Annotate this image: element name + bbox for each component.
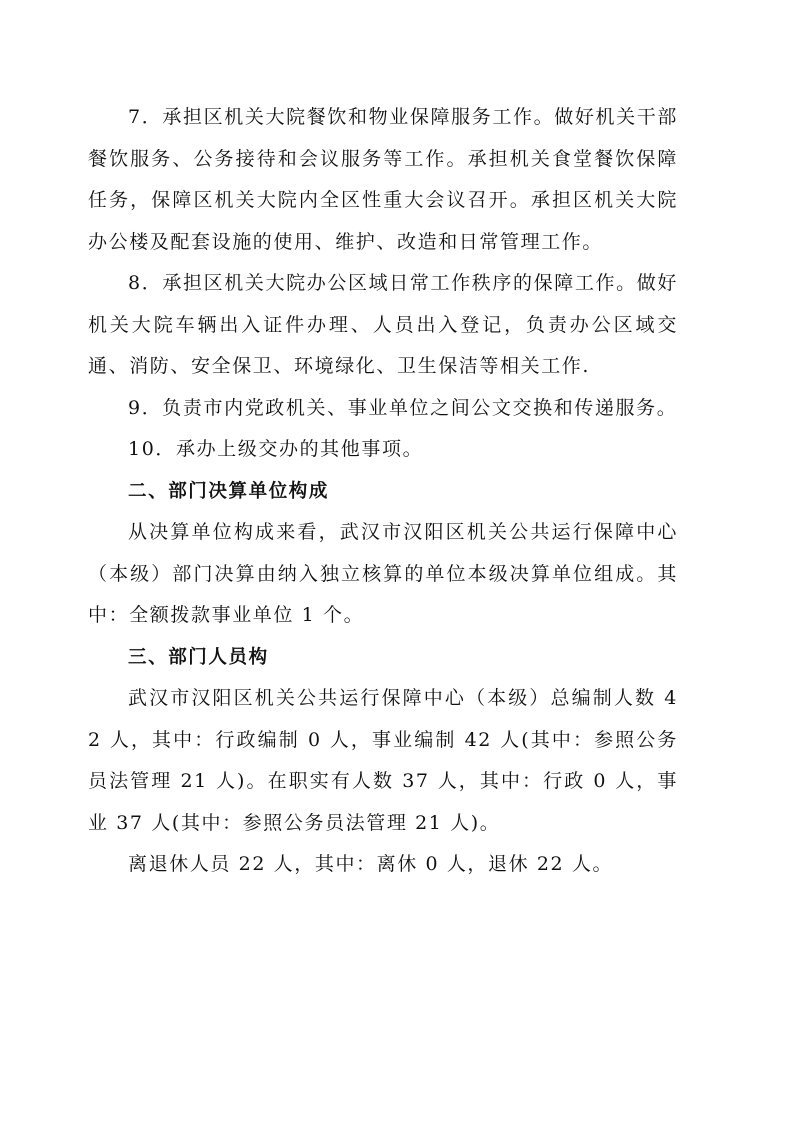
- paragraph-item-9: 9．负责市内党政机关、事业单位之间公文交换和传递服务。: [128, 396, 678, 419]
- paragraph-item-8: 8．承担区机关大院办公区域日常工作秩序的保障工作。做好机关大院车辆出入证件办理、人员出入登记，负责办公区域交通、消防、安全保卫、环境绿化、卫生保洁等相关工作.: [88, 272, 678, 377]
- paragraph-staff-counts: 武汉市汉阳区机关公共运行保障中心（本级）总编制人数 42 人，其中：行政编制 0 人，事业编制 42 人(其中：参照公务员法管理 21 人)。在职实有人数 37 人，其中：行政 0 人，事业 37 人(其中：参照公务员法管理 21 人)。: [88, 687, 678, 834]
- paragraph-unit-composition: 从决算单位构成来看，武汉市汉阳区机关公共运行保障中心（本级）部门决算由纳入独立核算的单位本级决算单位组成。其中：全额拨款事业单位 1 个。: [88, 521, 678, 626]
- paragraph-item-7: 7．承担区机关大院餐饮和物业保障服务工作。做好机关干部餐饮服务、公务接待和会议服务等工作。承担机关食堂餐饮保障任务，保障区机关大院内全区性重大会议召开。承担区机关大院办公楼及配套设施的使用、维护、改造和日常管理工作。: [88, 106, 678, 253]
- section-heading-staff-composition: 三、部门人员构: [128, 646, 269, 668]
- document-body: [88, 97, 678, 886]
- paragraph-item-10: 10．承办上级交办的其他事项。: [128, 438, 424, 460]
- paragraph-retired-staff: 离退休人员 22 人，其中：离休 0 人，退休 22 人。: [128, 853, 614, 875]
- section-heading-unit-composition: 二、部门决算单位构成: [128, 480, 330, 502]
